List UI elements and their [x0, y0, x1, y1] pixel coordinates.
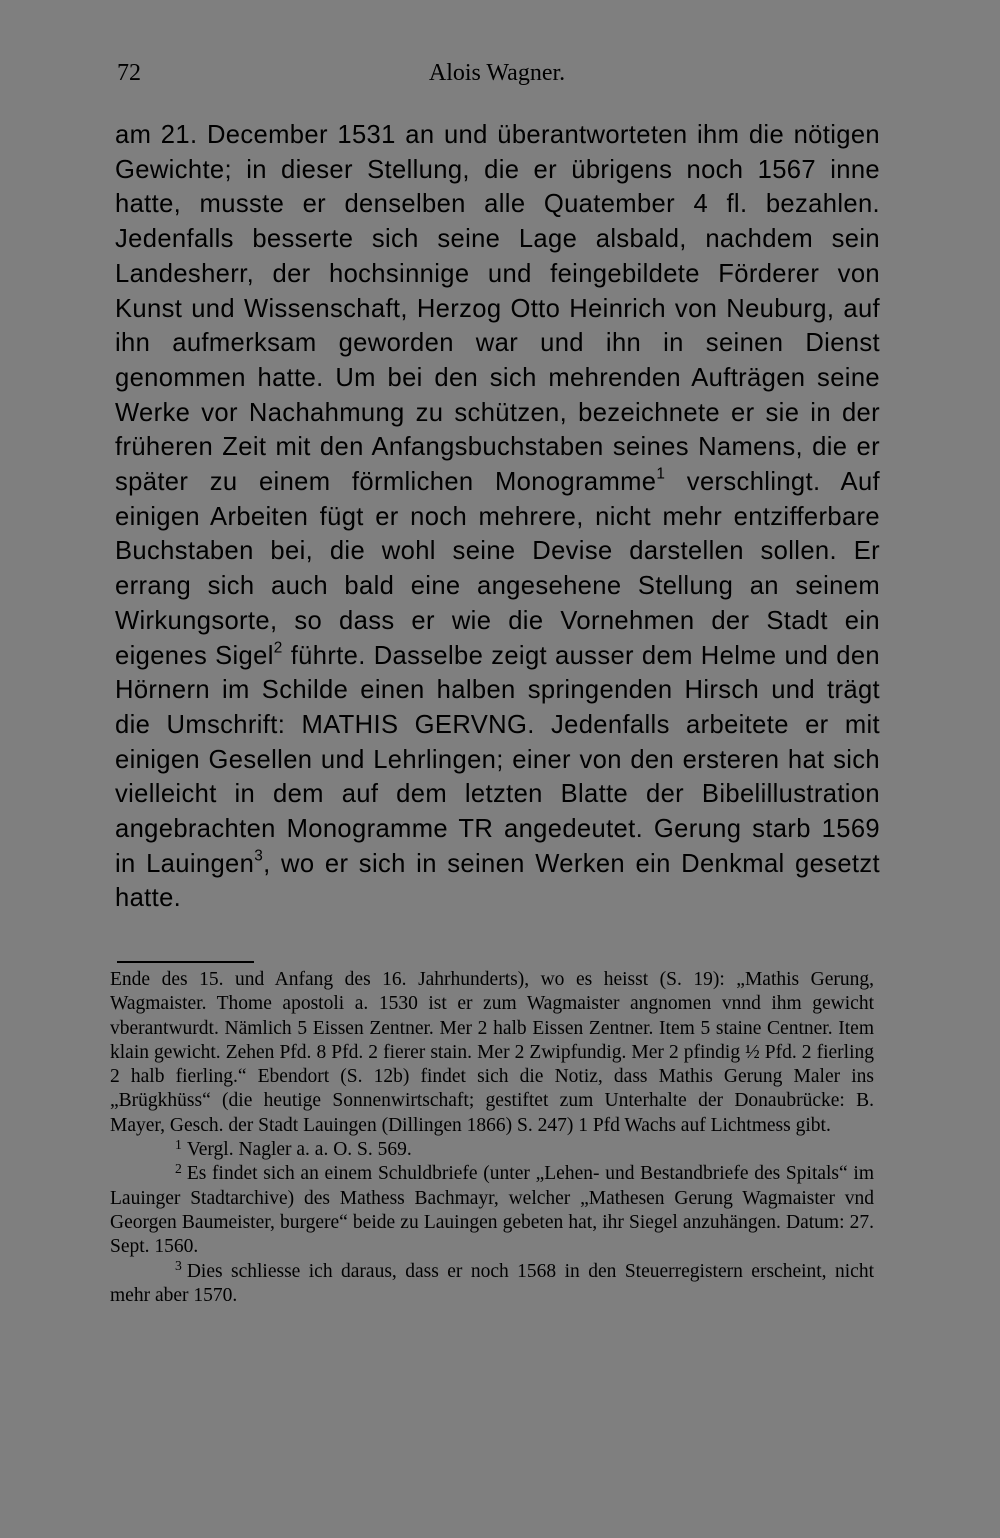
- footnote-1: [110, 1138, 874, 1162]
- footnote-mark: 1: [175, 1136, 182, 1152]
- footnote-mark: 3: [175, 1258, 182, 1274]
- page-number: 72: [117, 60, 141, 86]
- footnotes: [110, 968, 874, 1308]
- page-header: [117, 60, 877, 94]
- footnote-text: Vergl. Nagler a. a. O. S. 569.: [186, 1139, 412, 1161]
- footnote-reference: 2: [273, 639, 283, 657]
- footnote-reference: 1: [656, 465, 666, 483]
- footnote-separator: [117, 961, 254, 963]
- running-title: Alois Wagner.: [428, 60, 566, 86]
- body-text-part: am 21. December 1531 an und überantworteten ihm die nötigen Gewichte; in dieser Stellung, die er übrigens noch 1567 inne hatte, musste er denselben alle Quatember 4 fl. bezahlen. Jedenfalls besserte sich seine Lage alsbald, nachdem sein Landesherr, der hochsinnige und feingebildete Förderer von Kunst und Wissenschaft, Herzog Otto Heinrich von Neuburg, auf ihn aufmerksam geworden war und ihn in seinen Dienst genommen hatte. Um bei den sich mehrenden Aufträgen seine Werke vor Nachahmung zu schützen, bezeichnete er sie in der früheren Zeit mit den Anfangsbuchstaben seines Namens, die er später zu einem förmlichen Monogramme: [115, 121, 880, 497]
- footnote-2: [110, 1162, 874, 1259]
- footnote-continuation: Ende des 15. und Anfang des 16. Jahrhunderts), wo es heisst (S. 19): „Mathis Gerung, Wagmaister. Thome apostoli a. 1530 ist er zum Wagmaister angnomen vnnd ihm gewicht vberantwurdt. Nämlich 5 Eissen Zentner. Mer 2 halb Eissen Zentner. Item 5 staine Centner. Item klain gewicht. Zehen Pfd. 8 Pfd. 2 fierer stain. Mer 2 Zwipfundig. Mer 2 pfindig ½ Pfd. 2 fierling 2 halb fierling.“ Ebendort (S. 12b) findet sich die Notiz, dass Mathis Gerung Maler ins „Brügkhüss“ (die heutige Sonnenwirtschaft; gestiftet zum Unterhalte der Donaubrücke: B. Mayer, Gesch. der Stadt Lauingen (Dillingen 1866) S. 247) 1 Pfd Wachs auf Lichtmess gibt.: [110, 969, 874, 1136]
- footnote-reference: 3: [254, 847, 264, 865]
- body-text-part: , wo er sich in seinen Werken ein Denkmal gesetzt hatte.: [115, 849, 880, 913]
- footnote-text: Es findet sich an einem Schuldbriefe (unter „Lehen- und Bestandbriefe des Spitals“ im Lauinger Stadtarchive) des Mathess Bachmayr, welcher „Mathesen Gerung Wagmaister vnd Georgen Baumeister, burgere“ beide zu Lauingen gebeten hat, ihr Siegel anzuhängen. Datum: 27. Sept. 1560.: [110, 1163, 874, 1258]
- body-text-part: verschlingt. Auf einigen Arbeiten fügt er noch mehrere, nicht mehr entzifferbare Buchstaben bei, die wohl seine Devise darstellen sollen. Er errang sich auch bald eine angesehene Stellung an seinem Wirkungsorte, so dass er wie die Vornehmen der Stadt ein eigenes Sigel: [115, 468, 880, 670]
- main-text: [115, 118, 880, 916]
- footnote-mark: 2: [175, 1161, 182, 1177]
- body-text-part: führte. Dasselbe zeigt ausser dem Helme und den Hörnern im Schilde einen halben springenden Hirsch und trägt die Umschrift: MATHIS GERVNG. Jedenfalls arbeitete er mit einigen Gesellen und Lehrlingen; einer von den ersteren hat sich vielleicht in dem auf dem letzten Blatte der Bibelillustration angebrachten Monogramme TR angedeutet. Gerung starb 1569 in Lauingen: [115, 641, 880, 878]
- body-paragraph: [115, 118, 880, 916]
- footnote-3: [110, 1260, 874, 1309]
- footnote-text: Dies schliesse ich daraus, dass er noch 1568 in den Steuerregistern erscheint, nicht mehr aber 1570.: [110, 1260, 874, 1306]
